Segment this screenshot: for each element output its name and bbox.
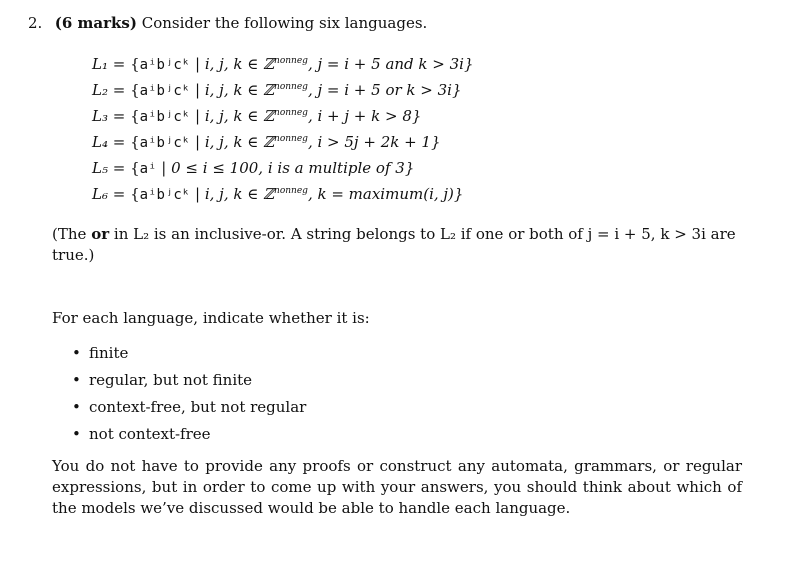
language-open: = {: [112, 159, 140, 177]
language-condition: | 0 ≤ i ≤ 100, i is a multiple of 3}: [161, 159, 415, 177]
language-rest: , j = i + 5 or k > 3i}: [307, 81, 462, 99]
list-item: • regular, but not finite: [72, 367, 306, 394]
language-open: = {: [112, 107, 140, 125]
language-domain-sup: nonneg: [274, 56, 308, 66]
language-name: L₃: [92, 107, 108, 125]
language-name: L₅: [92, 159, 108, 177]
language-name: L₆: [92, 185, 108, 203]
language-name: L₂: [92, 81, 108, 99]
question-intro: Consider the following six languages.: [141, 14, 428, 32]
note-open: (The: [52, 225, 87, 243]
language-word: aⁱbʲcᵏ: [139, 187, 191, 203]
language-domain-sup: nonneg: [274, 134, 308, 144]
language-condition: | i, j, k ∈ ℤ: [195, 81, 275, 99]
language-definition: [92, 126, 474, 152]
note-text: in L₂ is an inclusive-or. A string belongs to L₂ if one or both of j = i + 5, k > 3i are true.): [52, 225, 736, 264]
language-name: L₄: [92, 133, 108, 151]
language-definition: [92, 152, 474, 178]
language-rest: , j = i + 5 and k > 3i}: [307, 55, 474, 73]
list-item: • finite: [72, 340, 306, 367]
list-item: • context-free, but not regular: [72, 394, 306, 421]
language-rest: , i > 5j + 2k + 1}: [307, 133, 441, 151]
language-rest: , i + j + k > 8}: [307, 107, 422, 125]
classification-options: [72, 340, 306, 448]
language-open: = {: [112, 81, 140, 99]
inclusive-or-note: [52, 224, 742, 266]
language-domain-sup: nonneg: [274, 108, 308, 118]
language-definition: [92, 100, 474, 126]
language-open: = {: [112, 55, 140, 73]
note-or-word: or: [91, 225, 110, 243]
language-condition: | i, j, k ∈ ℤ: [195, 55, 275, 73]
language-word: aⁱbʲcᵏ: [139, 135, 191, 151]
language-definition: [92, 74, 474, 100]
closing-paragraph: You do not have to provide any proofs or construct any automata, grammars, or regular expressions, but in order to come up with your answers, you should think about which of the models we’ve discussed would be able to handle each language.: [52, 457, 742, 517]
classification-prompt: For each language, indicate whether it is:: [52, 309, 370, 327]
language-condition: | i, j, k ∈ ℤ: [195, 185, 275, 203]
language-word: aⁱbʲcᵏ: [139, 109, 191, 125]
language-word: aⁱbʲcᵏ: [139, 83, 191, 99]
language-condition: | i, j, k ∈ ℤ: [195, 107, 275, 125]
language-open: = {: [112, 133, 140, 151]
language-open: = {: [112, 185, 140, 203]
language-definition: [92, 178, 474, 204]
language-rest: , k = maximum(i, j)}: [307, 185, 464, 203]
question-marks: (6 marks): [54, 14, 137, 32]
language-word: aⁱbʲcᵏ: [139, 57, 191, 73]
language-condition: | i, j, k ∈ ℤ: [195, 133, 275, 151]
language-name: L₁: [92, 55, 108, 73]
language-word: aⁱ: [139, 161, 157, 177]
language-domain-sup: nonneg: [274, 82, 308, 92]
language-domain-sup: nonneg: [274, 186, 308, 196]
language-definition: [92, 48, 474, 74]
question-header: [28, 14, 427, 32]
list-item: • not context-free: [72, 421, 306, 448]
question-number: 2.: [28, 14, 43, 32]
language-list: [92, 48, 474, 204]
